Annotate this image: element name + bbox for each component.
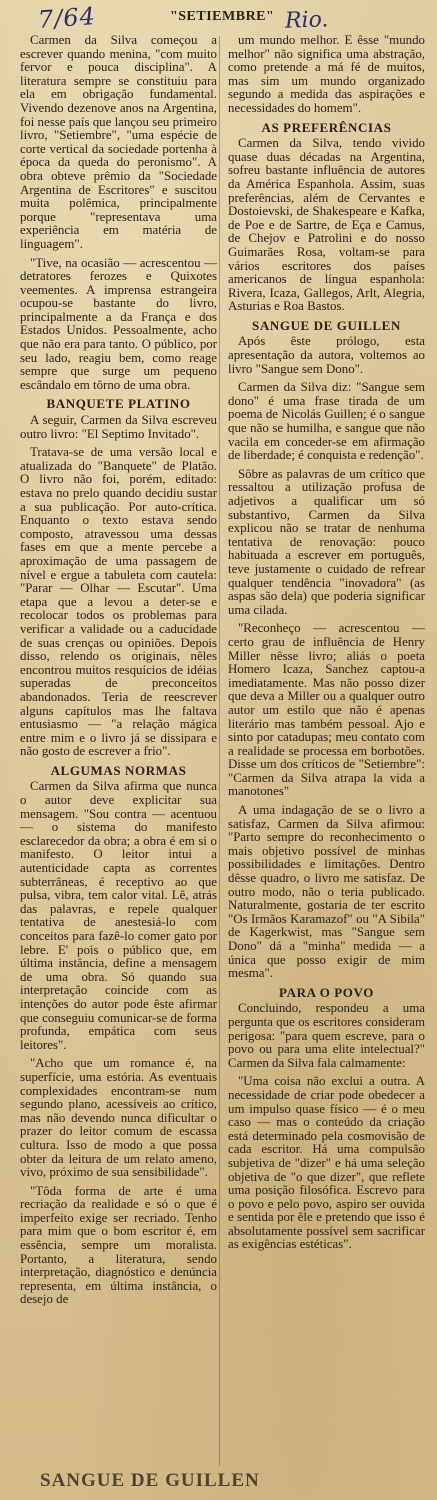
paragraph: "Acho que um romance é, na superfície, uma estória. As eventuais complexidades encontram-se num segundo plano, acessíveis ao crítico, mas não devendo nunca dificultar o prazer do leitor comum de escassa cultura. Isso de modo a que possa obter da leitura de um relato ameno, vivo, próximo de sua sensibilidade".: [20, 1056, 217, 1180]
paragraph: "Tôda forma de arte é uma recriação da realidade e só o que é imperfeito exige ser recriado. Tenho para mim que o bom escritor é, em essência, sempre um moralista. Portanto, a literatura, sendo interpretação, diagnóstico e denúncia representa, em última instância, o desejo de: [20, 1183, 217, 1307]
section-heading-sangue: SANGUE DE GUILLEN: [252, 317, 401, 333]
paragraph: Tratava-se de uma versão local e atualizada do "Banquete" de Platão. O livro não foi, porém, editado: estava no prelo quando decidiu sustar a sua publicação. Por auto-crítica. Enquanto o texto estava sendo composto, atravessou uma dessas fases em que a mente percebe a aproximação de uma passagem de nível e ergue a tabuleta com cautela: "Parar — Olhar — Escutar". Uma etapa que a levou a deter-se e recolocar todos os problemas para verificar a validade ou a caducidade de suas crenças ou opiniões. Depois disso, relendo os originais, nêles encontrou muitos resquícios de idéias superadas de preconceitos abandonados. Teria de reescrever alguns capítulos mas lhe faltava entusiasmo — "a relação mágica entre mim e o livro já se dissipara e não gosto de escrever a frio".: [20, 445, 217, 759]
paragraph: um mundo melhor. E êsse "mundo melhor" não significa uma abstração, como pretende a má fé de muitos, mas sim um mundo organizado segundo a medida das aspirações e necessidades do homem".: [228, 33, 425, 115]
article-column-left: [20, 34, 217, 1464]
section-heading-preferencias: AS PREFERÊNCIAS: [261, 119, 392, 135]
paragraph: Carmen da Silva começou a escrever quando menina, "com muito fervor e pouca disciplina". A literatura sempre se constituiu para ela em obrigação fundamental. Vivendo dezenove anos na Argentina, foi nesse país que lançou seu primeiro livro, "Setiembre", "uma espécie de corte vertical da sociedade portenha à época da queda do peronismo". A obra obteve prêmio da "Sociedade Argentina de Escritores" e suscitou muita polêmica, principalmente porque "representava uma experiência em matéria de linguagem".: [20, 33, 217, 251]
paragraph: "Tive, na ocasião — acrescentou — detratores ferozes e Quixotes veementes. A imprensa estrangeira ocupou-se bastante do livro, principalmente a da França e dos Estados Unidos. Pessoalmente, acho que não era para tanto. O público, por seu lado, reagiu bem, como reage sempre que surge um pequeno escândalo em tôrno de uma obra.: [20, 255, 217, 392]
running-head-title: "SETIEMBRE": [170, 9, 275, 24]
paragraph: "Uma coisa não exclui a outra. A necessidade de criar pode obedecer a um impulso quase físico — é o meu caso — mas o conteúdo da criação está determinado pela cosmovisão de cada escritor. Há uma compulsão subjetiva de "dizer" e há uma seleção objetiva de "o que dizer", que reflete uma posição filosófica. Escrevo para o povo e pelo povo, aspiro ser ouvida e sentida por êle e pretendo que isso é absolutamente possível sem sacrificar as exigências estéticas".: [228, 1074, 425, 1252]
paragraph: Carmen da Silva afirma que nunca o autor deve explicitar sua mensagem. "Sou contra — acentuou — o sistema do manifesto esclarecedor da obra; a obra é em si o manifesto. O leitor intui a autenticidade capta as correntes subterrâneas, é receptivo ao que pulsa, vibra, tem calor vital. Lê, atrás das palavras, e repele qualquer tentativa de anestesiá-lo com conceitos para fazê-lo comer gato por lebre. E' pois o público que, em última instância, define a mensagem de uma obra. Só quando sua interpretação coincide com as intenções do autor pode êste afirmar que conseguiu comunicar-se de forma profunda, empática com seus leitores".: [20, 779, 217, 1052]
section-heading-banquete: BANQUETE PLATINO: [46, 396, 191, 412]
handwritten-place: Rio.: [284, 7, 329, 34]
footer-heading: SANGUE DE GUILLEN: [40, 1470, 260, 1491]
paragraph: A seguir, Carmen da Silva escreveu outro livro: "El Septimo Invitado".: [20, 413, 217, 441]
paragraph: Após êste prólogo, esta apresentação da autora, voltemos ao livro "Sangue sem Dono".: [228, 334, 425, 376]
paragraph: Carmen da Silva diz: "Sangue sem dono" é uma frase tirada de um poema de Nicolás Guillen; é o sangue que não se humilha, e sangue que não vacila em conceder-se em afirmação de liberdade; é conquista e redenção".: [228, 380, 425, 463]
paragraph: Carmen da Silva, tendo vivido quase duas décadas na Argentina, sofreu bastante influência de autores da América Espanhola. Assim, suas preferências, além de Cervantes e Dostoievski, de Shakespeare e Kafka, de Poe e de Sartre, de Eça e Camus, de Chejov e Patrolini e do nosso Guimarães Rosa, voltam-se para vários escritores dos países americanos de língua espanhola: Rivera, Icaza, Gallegos, Arlt, Alegria, Asturias e Roa Bastos.: [228, 136, 425, 314]
handwritten-date: 7/64: [37, 2, 97, 34]
column-divider: [219, 36, 220, 1466]
paragraph: Concluindo, respondeu a uma pergunta que os escritores consideram perigosa: "para quem escreve, para o povo ou para uma elite intelectual?" Carmen da Silva fala calmamente:: [228, 1001, 425, 1070]
article-column-right: [228, 34, 425, 1464]
section-heading-povo: PARA O POVO: [279, 984, 374, 1000]
paragraph: Sôbre as palavras de um crítico que ressaltou a utilização profusa de adjetivos a qualificar um só substantivo, Carmen da Silva explicou não se tratar de nenhuma tentativa de renovação: pouco habituada a escrever em português, teve justamente o cuidado de refrear qualquer tendência "inovadora" (as aspas são dela) que poderia significar uma cilada.: [228, 466, 425, 617]
paragraph: A uma indagação de se o livro a satisfaz, Carmen da Silva afirmou: "Parto sempre do reconhecimento o mais objetivo possível de minhas possibilidades e limitações. Dentro dêsse quadro, o livro me satisfaz. De outro modo, não o teria publicado. Naturalmente, gostaria de ter escrito "Os Irmãos Karamazof" ou "A Sibila" de Kagerkwist, mas "Sangue sem Dono" dá a "minha" medida — a única que posso exigir de mim mesma".: [228, 803, 425, 981]
paragraph: "Reconheço — acrescentou — certo grau de influência de Henry Miller nêsse livro; aliás o poeta Homero Icaza, Sanchez captou-a imediatamente. Mas não posso dizer que deva a Miller ou a qualquer outro autor um estilo que não é apenas literário mas também pessoal. Ajo e sinto por catadupas; meu contato com a realidade se processa em borbotões. Disse um dos críticos de "Setiembre": "Carmen da Silva atrapa la vida a manotones": [228, 621, 425, 799]
section-heading-normas: ALGUMAS NORMAS: [50, 762, 187, 778]
